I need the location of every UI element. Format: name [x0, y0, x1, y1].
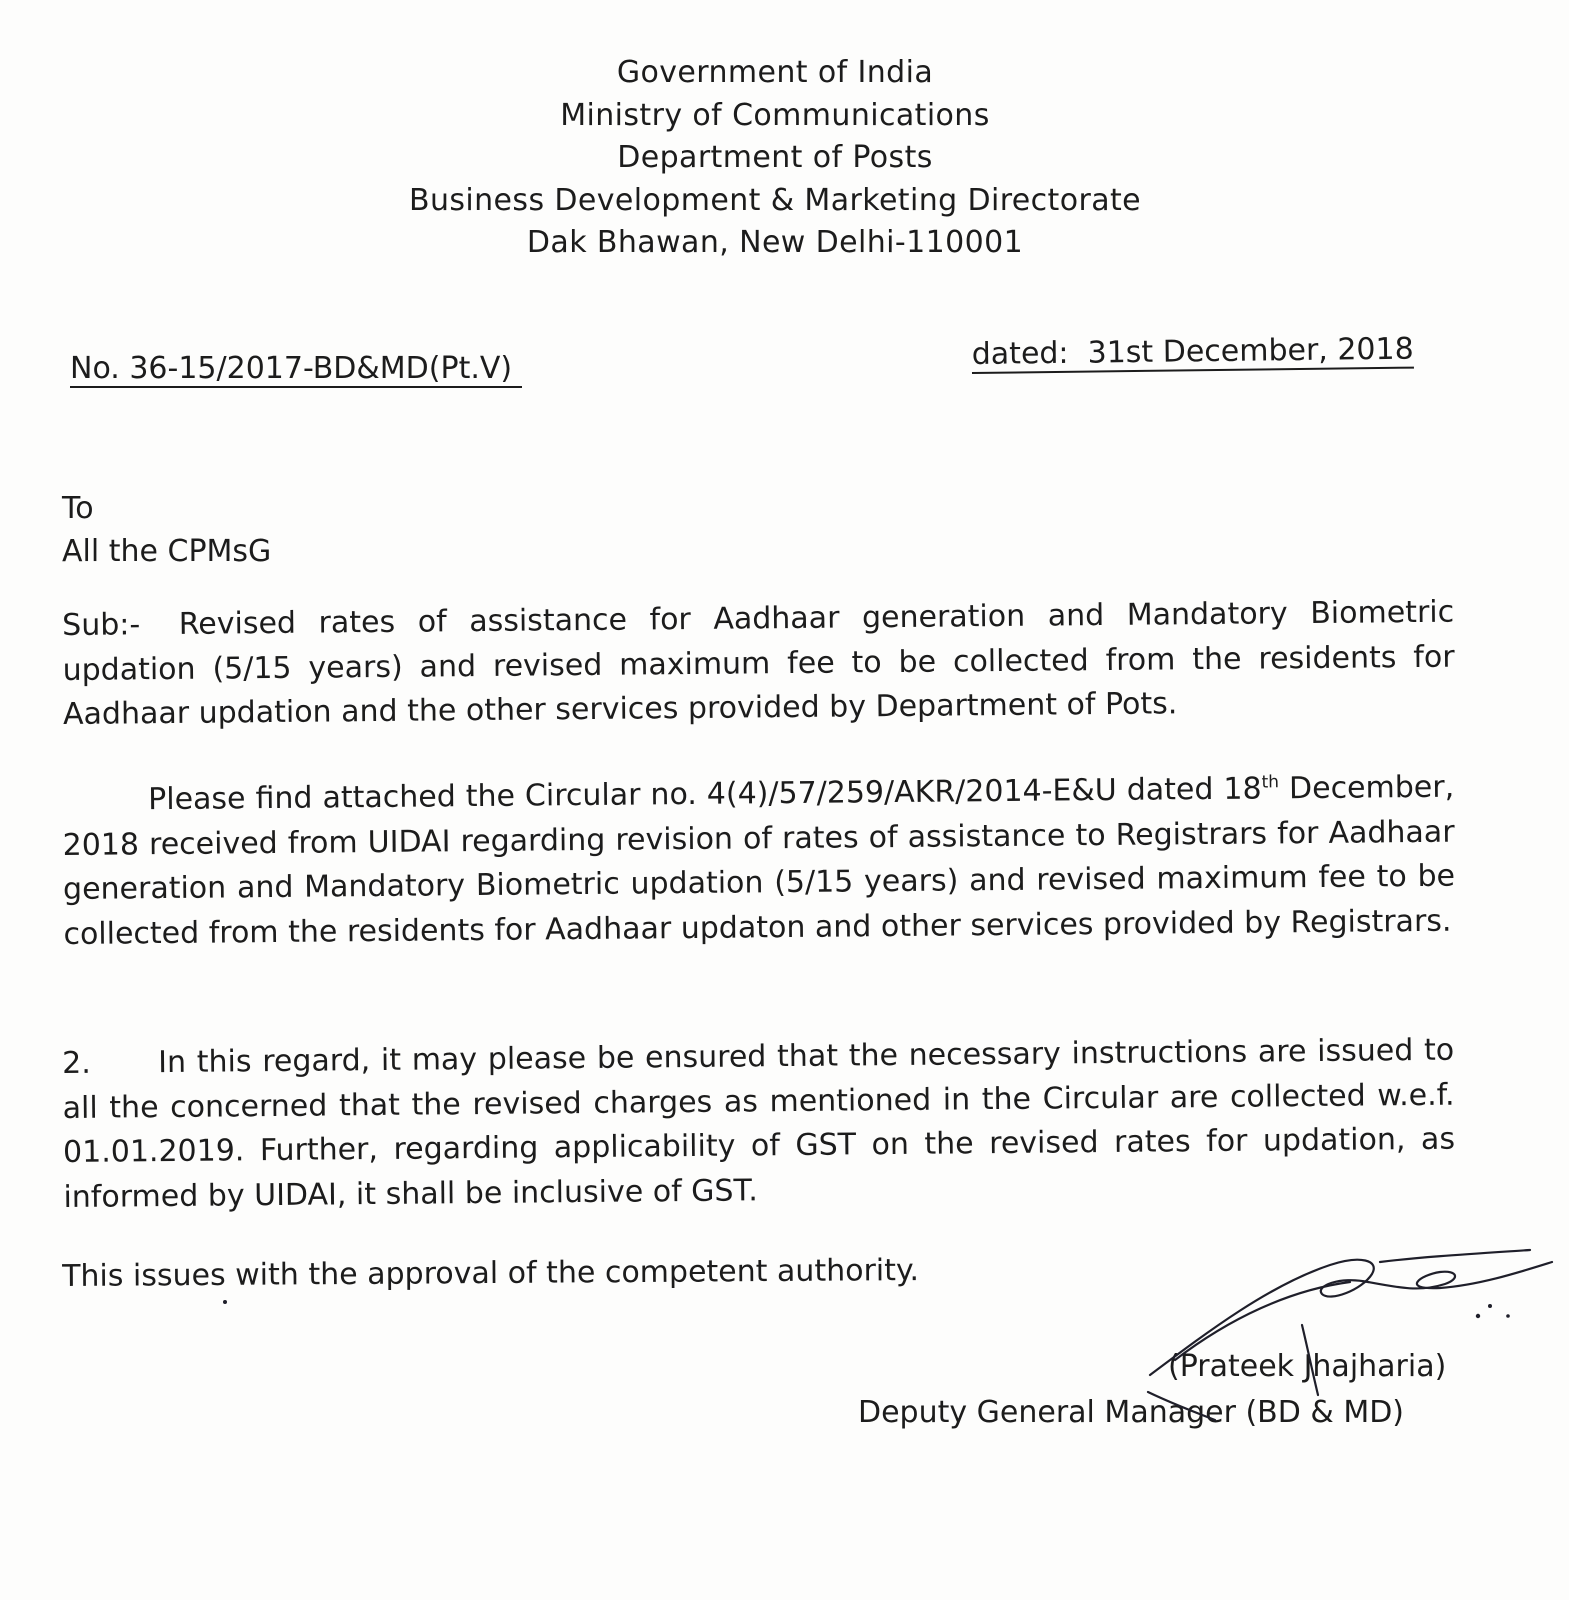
letterhead-address: Dak Bhawan, New Delhi-110001	[526, 225, 1024, 260]
paragraph-number: 2.	[62, 1045, 91, 1081]
reference-date	[972, 333, 1414, 374]
body-paragraph-2-text: In this regard, it may please be ensured that the necessary instructions are issued to all the concerned that the revised charges as mentioned in the Circular are collected w.e.f. 01.01.2019. Further, regarding applicability of GST on the revised rates for updation, as informed by UIDAI, it shall be inclusive of GST.	[62, 1032, 1456, 1215]
signatory-designation: Deputy General Manager (BD & MD)	[858, 1395, 1405, 1430]
subject-paragraph	[62, 591, 1455, 738]
closing-line: This issues with the approval of the competent authority.	[62, 1253, 920, 1294]
ordinal-suffix: th	[1261, 772, 1280, 793]
body-paragraph-1	[62, 766, 1456, 957]
date-value: 31st December, 2018	[1087, 331, 1414, 371]
subject-text: Revised rates of assistance for Aadhaar generation and Mandatory Biometric updation (5/15 years) and revised maximum fee to be collected from the residents for Aadhaar updation and the other services provided by Department of Pots.	[62, 594, 1455, 732]
date-label: dated:	[971, 335, 1069, 373]
reference-number: No. 36-15/2017-BD&MD(Pt.V)	[70, 352, 522, 388]
body-paragraph-1-text-a: Please find attached the Circular no. 4(4)/57/259/AKR/2014-E&U dated 18	[148, 771, 1262, 818]
subject-label: Sub:-	[62, 607, 141, 643]
letterhead-department: Department of Posts	[617, 140, 933, 175]
letterhead-ministry: Ministry of Communications	[560, 97, 990, 133]
signatory-name: (Prateek Jhajharia)	[1168, 1349, 1447, 1384]
addressee: All the CPMsG	[62, 534, 272, 569]
body-paragraph-2	[62, 1029, 1456, 1220]
body-paragraph-1-text-b: December, 2018 received from UIDAI regarding revision of rates of assistance to Registrars for Aadhaar generation and Mandatory Biometric updation (5/15 years) and revised maximum fee to be collected from the residents for Aadhaar updaton and other services provided by Registrars.	[62, 769, 1456, 952]
letterhead-government: Government of India	[616, 55, 934, 90]
letterhead	[300, 52, 1250, 265]
to-label: To	[62, 491, 94, 526]
letterhead-directorate: Business Development & Marketing Directorate	[408, 182, 1142, 218]
